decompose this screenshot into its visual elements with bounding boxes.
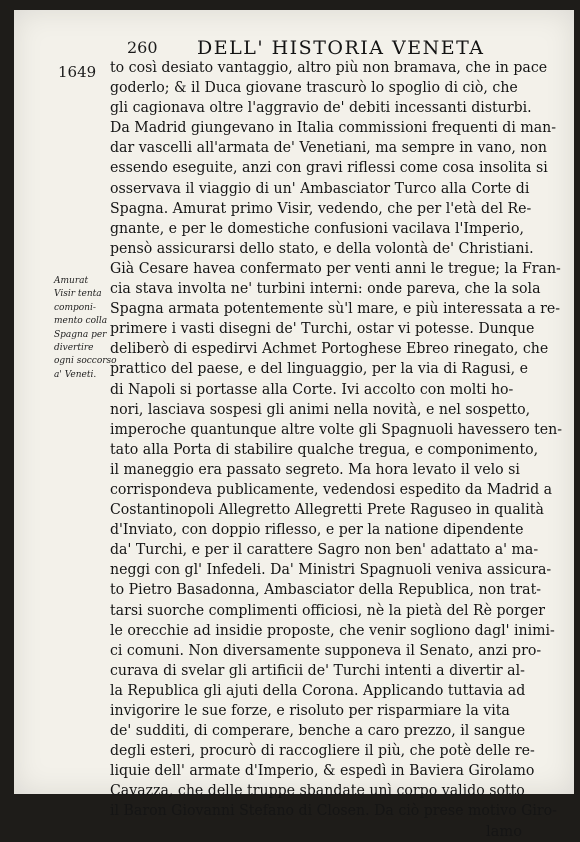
text-line: Cavazza, che delle truppe sbandate unì corpo valido sotto bbox=[110, 782, 525, 800]
side-note-line: ogni soccorso bbox=[54, 356, 117, 367]
text-line: la Republica gli ajuti della Corona. Applicando tuttavia ad bbox=[110, 681, 526, 699]
text-line: pensò assicurarsi dello stato, e della volontà de' Christiani. bbox=[110, 239, 534, 257]
text-line: d'Inviato, con doppio riflesso, e per la natione dipendente bbox=[110, 521, 524, 539]
text-line: de' sudditi, di comperare, benche a caro prezzo, il sangue bbox=[110, 722, 526, 740]
text-line: invigorire le sue forze, e risoluto per risparmiare la vita bbox=[110, 702, 510, 719]
side-note-line: Amurat bbox=[54, 276, 89, 286]
text-line: le orecchie ad insidie proposte, che venir sogliono dagl' inimi- bbox=[110, 621, 555, 639]
text-line: il Baron Giovanni Stefano di Closen. Da ciò prese motivo Giro- bbox=[110, 802, 557, 820]
side-note-line: componi- bbox=[54, 302, 96, 313]
text-line: dar vascelli all'armata de' Venetiani, ma sempre in vano, non bbox=[110, 139, 548, 157]
text-line: gli cagionava oltre l'aggravio de' debiti incessanti disturbi. bbox=[110, 99, 532, 117]
text-line: Spagna. Amurat primo Visir, vedendo, che per l'età del Re- bbox=[110, 199, 532, 217]
header-title: DELL' HISTORIA VENETA bbox=[197, 37, 485, 59]
text-line: to così desiato vantaggio, altro più non bramava, che in pace bbox=[110, 59, 548, 76]
text-line: essendo eseguite, anzi con gravi riflessi come cosa insolita si bbox=[110, 159, 548, 177]
text-line: da' Turchi, e per il carattere Sagro non ben' adattato a' ma- bbox=[110, 541, 539, 559]
text-line: curava di svelar gli artificii de' Turchi intenti a divertir al- bbox=[110, 661, 525, 679]
side-note-line: Spagna per bbox=[54, 329, 107, 340]
side-note-line: divertire bbox=[54, 343, 94, 354]
side-note-line: a' Veneti. bbox=[54, 369, 97, 380]
text-line: Già Cesare havea confermato per venti anni le tregue; la Fran- bbox=[110, 259, 561, 277]
text-line: tarsi suorche complimenti officiosi, nè la pietà del Rè porger bbox=[110, 601, 545, 619]
text-line: prattico del paese, e del linguaggio, per la via di Ragusi, e bbox=[110, 360, 529, 378]
text-line: Spagna armata potentemente sù'l mare, e più interessata a re- bbox=[110, 300, 561, 318]
text-line: cia stava involta ne' turbini interni: onde pareva, che la sola bbox=[110, 280, 541, 298]
text-line: degli esteri, procurò di raccogliere il più, che potè delle re- bbox=[110, 742, 535, 760]
text-line: tato alla Porta di stabilire qualche tregua, e componimento, bbox=[110, 440, 539, 458]
text-line: Costantinopoli Allegretto Allegretti Prete Raguseo in qualità bbox=[110, 501, 544, 519]
margin-year: 1649 bbox=[58, 63, 97, 81]
text-line: di Napoli si portasse alla Corte. Ivi accolto con molti ho- bbox=[110, 380, 514, 398]
text-line: imperoche quantunque altre volte gli Spagnuoli havessero ten- bbox=[110, 420, 563, 438]
text-line: deliberò di espedirvi Achmet Portoghese Ebreo rinegato, che bbox=[110, 340, 549, 358]
text-line: neggi con gl' Infedeli. Da' Ministri Spagnuoli veniva assicura- bbox=[110, 561, 552, 579]
text-line: primere i vasti disegni de' Turchi, ostar vi potesse. Dunque bbox=[110, 320, 535, 338]
hyphen-continuation: lamo bbox=[486, 822, 522, 840]
text-line: corrispondeva publicamente, vedendosi espedito da Madrid a bbox=[110, 480, 553, 498]
book-page bbox=[14, 10, 574, 840]
text-line: osservava il viaggio di un' Ambasciator Turco alla Corte di bbox=[110, 179, 530, 197]
text-line: goderlo; & il Duca giovane trascurò lo spoglio di ciò, che bbox=[110, 79, 518, 97]
page-number: 260 bbox=[127, 38, 158, 57]
side-note-line: Visir tenta bbox=[54, 289, 102, 300]
text-line: ci comuni. Non diversamente supponeva il Senato, anzi pro- bbox=[110, 641, 542, 659]
text-line: liquie dell' armate d'Imperio, & espedì in Baviera Girolamo bbox=[110, 762, 535, 780]
side-note-line: mento colla bbox=[54, 316, 108, 327]
text-line: il maneggio era passato segreto. Ma hora levato il velo si bbox=[110, 460, 520, 478]
text-line: gnante, e per le domestiche confusioni vacilava l'Imperio, bbox=[110, 219, 525, 237]
body-text bbox=[110, 58, 577, 842]
text-line: Da Madrid giungevano in Italia commissioni frequenti di man- bbox=[110, 119, 557, 137]
text-line: nori, lasciava sospesi gli animi nella novità, e nel sospetto, bbox=[110, 400, 531, 418]
text-line: to Pietro Basadonna, Ambasciator della Republica, non trat- bbox=[110, 581, 542, 599]
